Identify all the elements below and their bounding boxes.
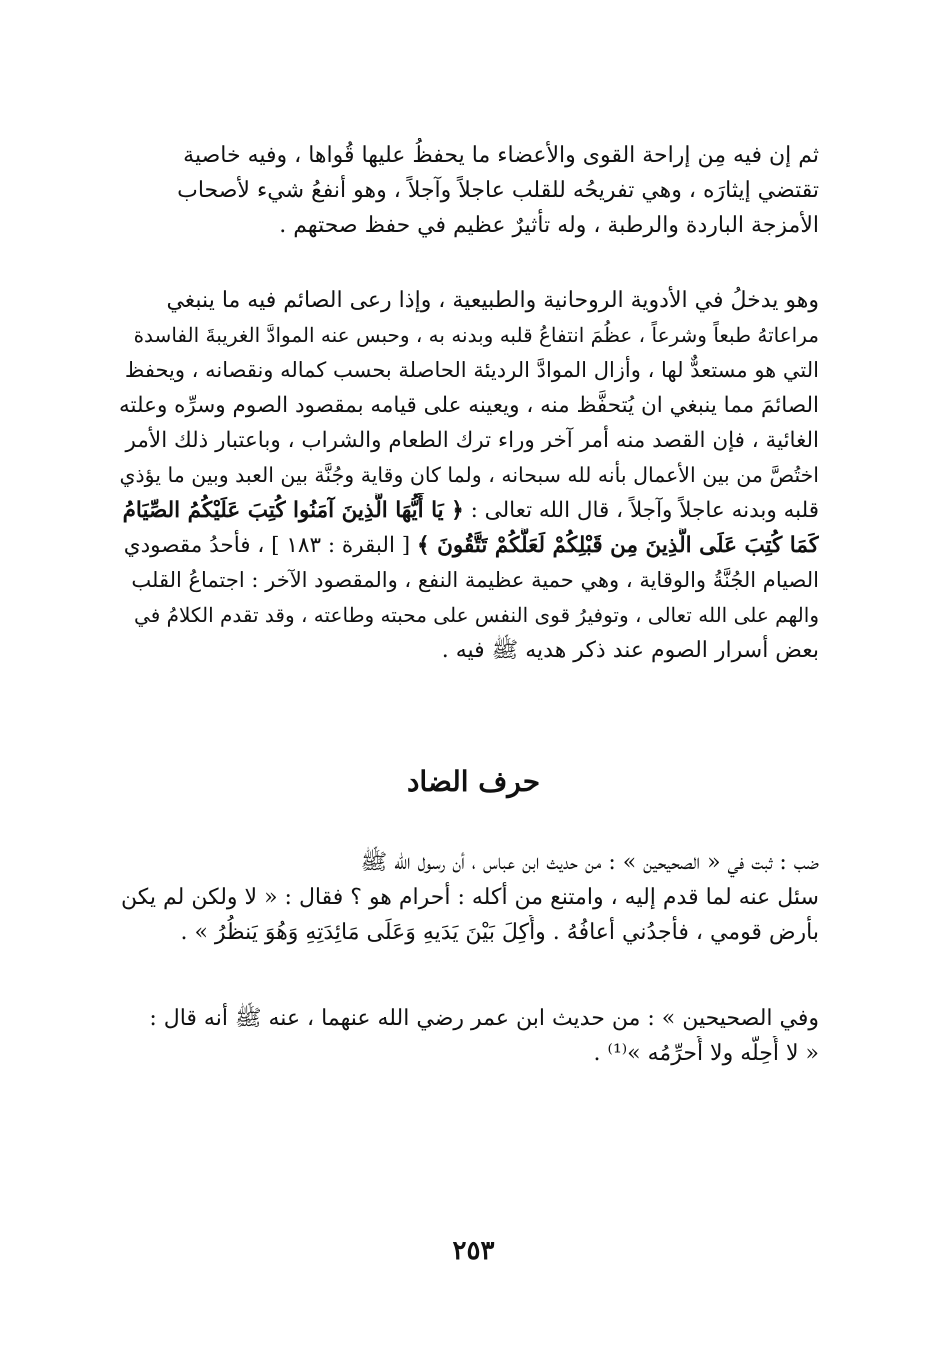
- paragraph-2: [119, 283, 819, 668]
- text-line: مراعاتهُ طبعاً وشرعاً ، عظُمَ انتفاعُ قلبه وبدنه به ، وحبس عنه الموادَّ الغريبةَ الفاسدة: [133, 323, 819, 347]
- paragraph-4: [119, 1001, 819, 1071]
- text-line: ثم إن فيه مِن إراحة القوى والأعضاء ما يحفظُ عليها قُواها ، وفيه خاصية: [183, 143, 819, 168]
- quran-verse: ﴿ يَا أَيُّهَا الَّذِينَ آمَنُوا كُتِبَ عَلَيْكُمُ الصِّيَامُ: [122, 498, 464, 523]
- text-line: والهم على الله تعالى ، وتوفيرُ قوى النفس على محبته وطاعته ، وقد تقدم الكلامُ في: [134, 603, 819, 627]
- text-line: « لا أُحِلُّه ولا أُحرِّمُه »⁽¹⁾ .: [593, 1041, 819, 1066]
- text-line: الأمزجة الباردة والرطبة ، وله تأثيرٌ عظيم في حفظ صحتهم .: [279, 213, 819, 238]
- text-line: التي هو مستعدٌّ لها ، وأزال الموادَّ الرديئة الحاصلة بحسب كماله ونقصانه ، ويحفظ: [124, 358, 819, 382]
- text-line: سئل عنه لما قدم إليه ، وامتنع من أكله : أحرام هو ؟ فقال : « لا ولكن لم يكن: [120, 885, 819, 910]
- text-line: وهو يدخلُ في الأدوية الروحانية والطبيعية ، وإذا رعى الصائم فيه ما ينبغي: [166, 288, 819, 313]
- text-line: وفي الصحيحين » : من حديث ابن عمر رضي الله عنهما ، عنه ﷺ أنه قال :: [149, 1006, 819, 1031]
- text-line: الصائمَ مما ينبغي ان يُتحفَّظ منه ، ويعينه على قيامه بمقصود الصوم وسرِّه وعلته: [119, 393, 819, 418]
- page-number: ٢٥٣: [452, 1236, 495, 1266]
- verse-reference: [ البقرة : ١٨٣ ] ، فأحدُ مقصودي: [123, 533, 411, 558]
- text-line: الغائية ، فإن القصد منه أمر آخر وراء ترك الطعام والشراب ، وباعتبار ذلك الأمر: [125, 428, 819, 453]
- text-line: تقتضي إيثارَه ، وهي تفريحُه للقلب عاجلاً وآجلاً ، وهو أنفعُ شيء لأصحاب: [177, 178, 819, 203]
- text-line: [119, 493, 819, 528]
- text-line: بعض أسرار الصوم عند ذكر هديه ﷺ فيه .: [441, 638, 819, 663]
- paragraph-3: [119, 845, 819, 950]
- text-run: قلبه وبدنه عاجلاً وآجلاً ، قال الله تعالى :: [470, 498, 819, 523]
- section-heading: حرف الضاد: [406, 765, 541, 798]
- text-line: [119, 528, 819, 563]
- text-line: الصيام الجُنَّةُ والوقاية ، وهي حمية عظيمة النفع ، والمقصود الآخر : اجتماعُ القلب: [131, 568, 819, 592]
- text-line: بأرض قومي ، فأجدُني أعافُهُ . وأُكِلَ بَيْنَ يَدَيهِ وَعَلَى مَائِدَتِهِ وَهُوَ يَنظُرُ » .: [180, 920, 819, 945]
- text-line: اختُصَّ من بين الأعمال بأنه لله سبحانه ، ولما كان وقاية وجُنَّة بين العبد وبين ما يؤذي: [119, 463, 819, 487]
- quran-verse: كَمَا كُتِبَ عَلَى الَّذِينَ مِن قَبْلِكُمْ لَعَلَّكُمْ تَتَّقُونَ ﴾: [417, 533, 819, 558]
- text-line: ضب : ثبت في « الصحيحين » : من حديث ابن عباس ، أن رسول الله ﷺ: [360, 850, 819, 875]
- paragraph-1: [119, 138, 819, 243]
